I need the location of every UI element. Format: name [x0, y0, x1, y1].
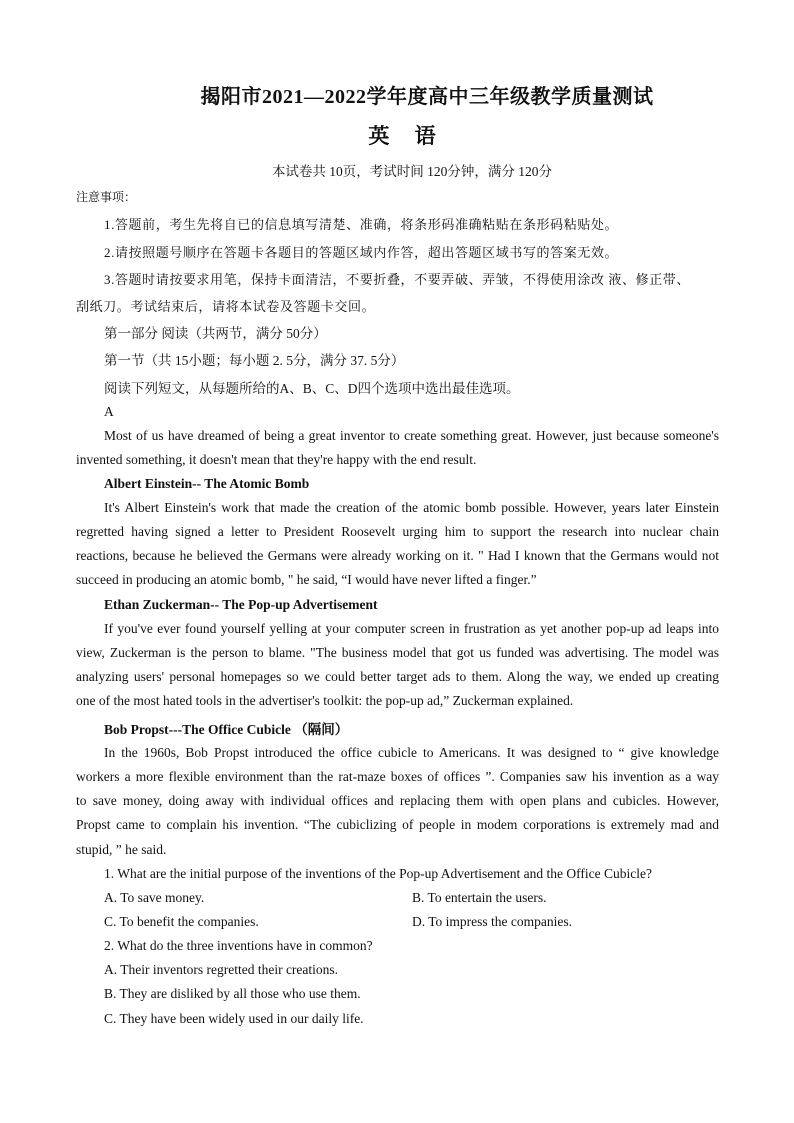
- paragraph-line: one of the most hated tools in the advertiser's toolkit: the pop-up ad,” Zuckerman explained.: [76, 693, 574, 708]
- paragraph-line: In the 1960s, Bob Propst introduced the office cubicle to Americans. It was designed to “ give knowledge: [104, 745, 719, 760]
- notice-item-2: 2.请按照题号顺序在答题卡各题目的答题区域内作答，超出答题区域书写的答案无效。: [104, 245, 619, 260]
- paragraph-line: reactions, because he believed the Germans were already working on it. " Had I known that the Germans would not: [76, 548, 719, 563]
- paragraph-line: It's Albert Einstein's work that made the creation of the atomic bomb possible. However, years later Einstein: [104, 500, 719, 515]
- subheading-einstein: Albert Einstein-- The Atomic Bomb: [104, 476, 310, 491]
- exam-info: 本试卷共 10页，考试时间 120分钟，满分 120分: [271, 164, 553, 179]
- section-one-heading: 第一节（共 15小题；每小题 2. 5分，满分 37. 5分）: [104, 353, 405, 368]
- passage-letter: A: [104, 404, 114, 419]
- paragraph-line: regretted having signed a letter to President Roosevelt urging him to support the research into nuclear chain: [76, 524, 719, 539]
- paragraph-line: view, Zuckerman is the person to blame. "The business model that got us funded was advertising. The model was: [76, 645, 719, 660]
- question-1-option-c: C. To benefit the companies.: [104, 914, 259, 929]
- notice-item-3-line-1: 3.答题时请按要求用笔，保持卡面清洁，不要折叠，不要弄破、弄皱，不得使用涂改 液、修正带、: [104, 272, 691, 287]
- notice-label: 注意事项：: [76, 190, 137, 204]
- passage-intro-line: invented something, it doesn't mean that they're happy with the end result.: [76, 452, 477, 467]
- question-1-stem: 1. What are the initial purpose of the inventions of the Pop-up Advertisement and the Office Cubicle?: [104, 866, 652, 881]
- part-one-heading: 第一部分 阅读（共两节，满分 50分）: [104, 326, 327, 341]
- question-2-option-c: C. They have been widely used in our daily life.: [104, 1011, 364, 1026]
- question-1-option-a: A. To save money.: [104, 890, 205, 905]
- question-2-option-b: B. They are disliked by all those who use them.: [104, 986, 361, 1001]
- paragraph-line: Propst came to complain his invention. “The cubiclizing of people in modem corporations is extremely mad and: [76, 817, 719, 832]
- notice-item-1: 1.答题前，考生先将自已的信息填写清楚、准确，将条形码准确粘贴在条形码粘贴处。: [104, 217, 619, 232]
- question-1-option-d: D. To impress the companies.: [412, 914, 573, 929]
- paragraph-line: to save money, doing away with individual offices and replacing them with open plans and cubicles. However,: [76, 793, 719, 808]
- paragraph-line: If you've ever found yourself yelling at your computer screen in frustration as yet another pop-up ad leaps into: [104, 621, 719, 636]
- paragraph-line: stupid, ” he said.: [76, 842, 167, 857]
- paragraph-line: workers a more flexible environment than the rat-maze boxes of offices ”. Companies saw his invention as a way: [76, 769, 719, 784]
- subheading-zuckerman: Ethan Zuckerman-- The Pop-up Advertisement: [104, 597, 378, 612]
- subject-title: 英 语: [368, 124, 446, 148]
- passage-intro-line: Most of us have dreamed of being a great inventor to create something great. However, just because someone's: [104, 428, 719, 443]
- paragraph-line: succeed in producing an atomic bomb, " he said, “I would have never lifted a finger.”: [76, 572, 537, 587]
- paragraph-line: analyzing users' personal homepages so we could better target ads to them. Along the way, we ended up creating: [76, 669, 719, 684]
- question-1-option-b: B. To entertain the users.: [412, 890, 547, 905]
- notice-item-3-line-2: 刮纸刀。考试结束后，请将本试卷及答题卡交回。: [76, 299, 376, 314]
- exam-title: 揭阳市2021—2022学年度高中三年级教学质量测试: [200, 86, 654, 108]
- question-2-stem: 2. What do the three inventions have in common?: [104, 938, 373, 953]
- question-2-option-a: A. Their inventors regretted their creations.: [104, 962, 339, 977]
- instruction-text: 阅读下列短文，从每题所给的A、B、C、D四个选项中选出最佳选项。: [104, 381, 520, 396]
- subheading-propst: Bob Propst---The Office Cubicle （隔间）: [104, 722, 349, 737]
